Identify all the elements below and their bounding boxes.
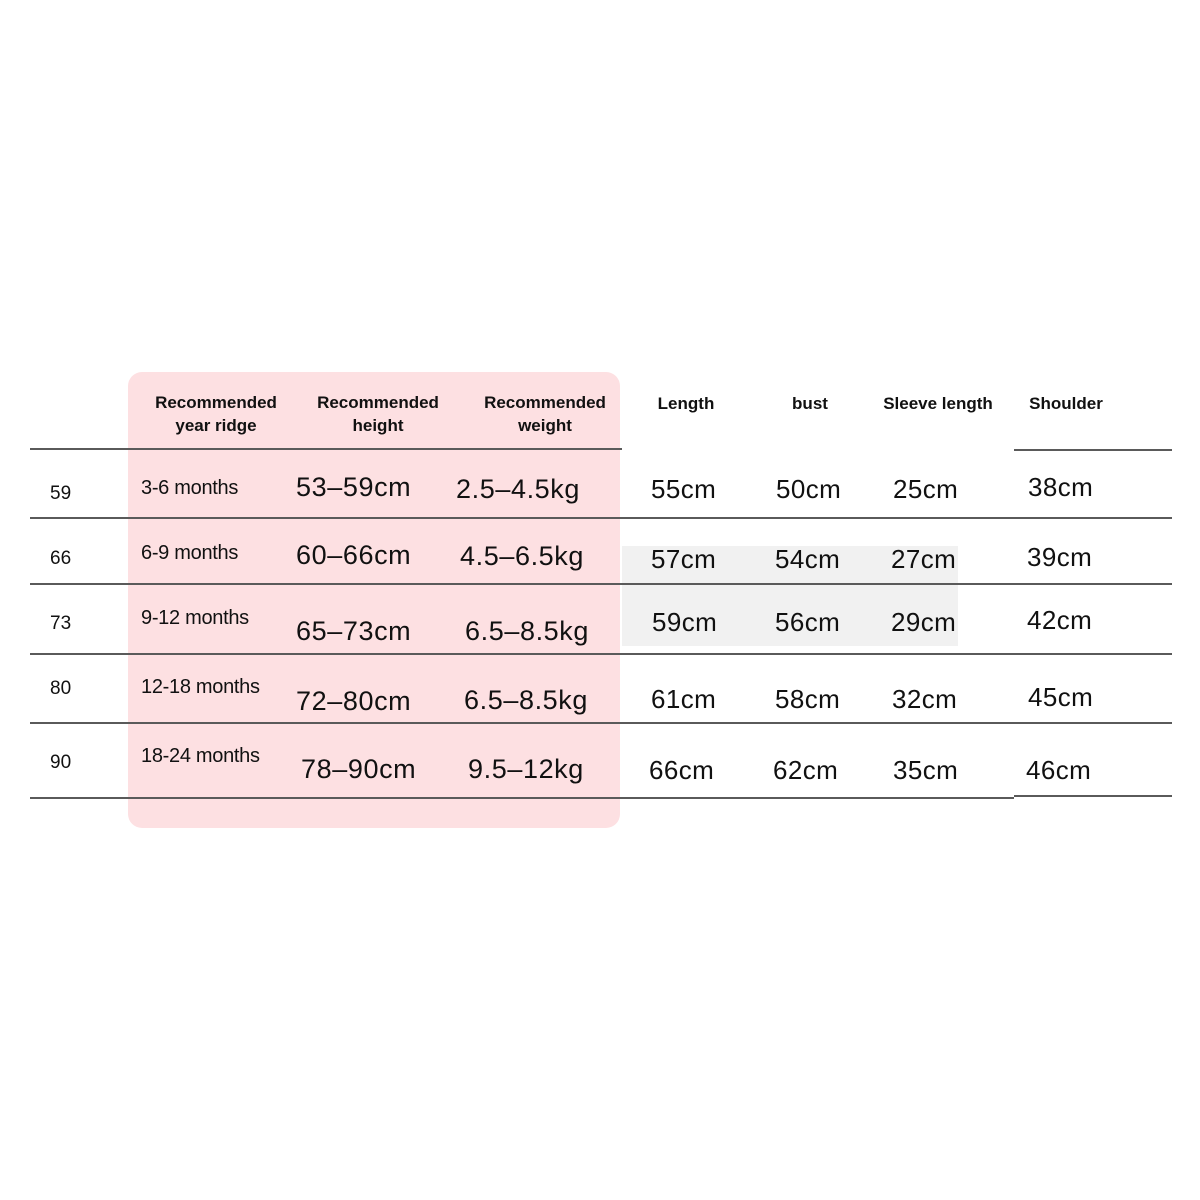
header-rule-shoulder	[1014, 449, 1172, 451]
length-cell: 61cm	[651, 684, 717, 714]
length-cell: 55cm	[651, 474, 717, 504]
bust-cell: 58cm	[775, 684, 841, 714]
age-cell: 18-24 months	[141, 745, 260, 767]
age-cell: 12-18 months	[141, 676, 260, 698]
row-rule-shoulder	[1014, 795, 1172, 797]
sleeve-cell: 25cm	[893, 474, 959, 504]
weight-cell: 6.5–8.5kg	[465, 616, 589, 646]
sleeve-cell: 27cm	[891, 544, 957, 574]
height-cell: 78–90cm	[301, 754, 417, 784]
row-rule	[30, 653, 1172, 655]
size-cell: 59	[50, 483, 72, 504]
age-cell: 3-6 months	[141, 477, 239, 499]
row-rule	[30, 583, 1172, 585]
header-year-ridge: Recommended year ridge	[155, 393, 277, 435]
header-sleeve-length: Sleeve length	[883, 394, 993, 413]
header-shoulder: Shoulder	[1029, 394, 1103, 413]
shoulder-cell: 45cm	[1028, 682, 1094, 712]
height-cell: 53–59cm	[296, 472, 412, 502]
header-bust: bust	[792, 394, 828, 413]
sleeve-cell: 35cm	[893, 755, 959, 785]
length-cell: 66cm	[649, 755, 715, 785]
weight-cell: 4.5–6.5kg	[460, 541, 584, 571]
sleeve-cell: 32cm	[892, 684, 958, 714]
bust-cell: 56cm	[775, 607, 841, 637]
size-cell: 66	[50, 548, 72, 569]
header-weight: Recommended weight	[484, 393, 606, 435]
size-cell: 80	[50, 678, 72, 699]
row-rule	[30, 722, 1172, 724]
weight-cell: 2.5–4.5kg	[456, 474, 580, 504]
age-cell: 6-9 months	[141, 542, 239, 564]
bust-cell: 54cm	[775, 544, 841, 574]
length-cell: 59cm	[652, 607, 718, 637]
shoulder-cell: 46cm	[1026, 755, 1092, 785]
height-cell: 60–66cm	[296, 540, 412, 570]
shoulder-cell: 42cm	[1027, 605, 1093, 635]
weight-cell: 6.5–8.5kg	[464, 685, 588, 715]
height-cell: 65–73cm	[296, 616, 412, 646]
header-rule	[30, 448, 622, 450]
sleeve-cell: 29cm	[891, 607, 957, 637]
header-height: Recommended height	[317, 393, 439, 435]
shoulder-cell: 38cm	[1028, 472, 1094, 502]
bust-cell: 50cm	[776, 474, 842, 504]
header-length: Length	[657, 394, 715, 413]
row-rule	[30, 797, 1014, 799]
shoulder-cell: 39cm	[1027, 542, 1093, 572]
weight-cell: 9.5–12kg	[468, 754, 584, 784]
age-cell: 9-12 months	[141, 607, 249, 629]
length-cell: 57cm	[651, 544, 717, 574]
size-cell: 90	[50, 752, 72, 773]
size-cell: 73	[50, 613, 72, 634]
height-cell: 72–80cm	[296, 686, 412, 716]
row-rule	[30, 517, 1172, 519]
bust-cell: 62cm	[773, 755, 839, 785]
